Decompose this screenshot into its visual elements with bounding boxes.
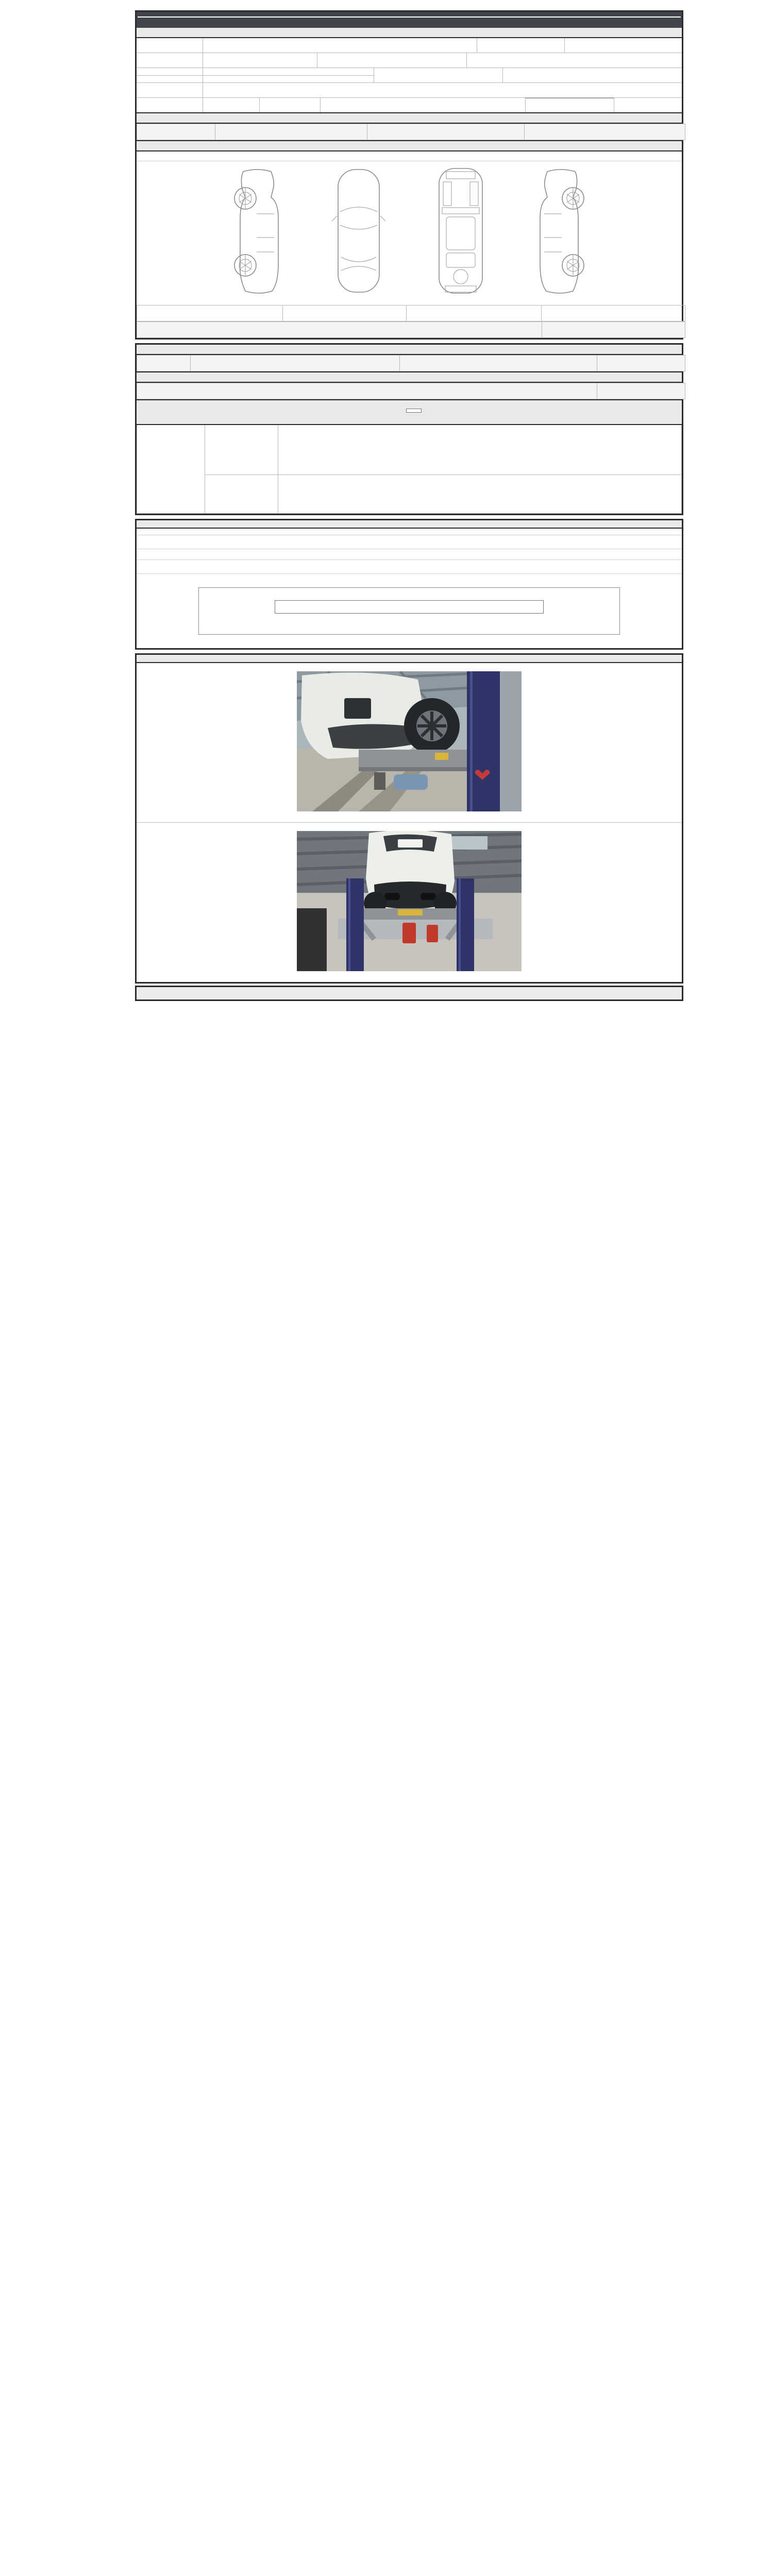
- simple-repair-label: [407, 306, 542, 321]
- inspector-label: [205, 425, 278, 475]
- section-notice: [135, 519, 683, 650]
- field-label: [374, 68, 502, 82]
- field-label: [317, 53, 466, 67]
- vin-value: [203, 76, 374, 83]
- final-price-value: [406, 409, 422, 413]
- final-price-band: [137, 399, 682, 424]
- section-photos: [135, 653, 683, 984]
- table-header-row: [137, 322, 685, 338]
- table-row: [137, 67, 682, 82]
- table-row: [137, 38, 682, 53]
- car-side-left-view: [234, 170, 278, 293]
- column-header: [597, 355, 685, 371]
- accident-history-table: [137, 305, 685, 321]
- field-label: [137, 76, 203, 83]
- car-top-view: [332, 170, 385, 292]
- transmission-checks: [502, 68, 682, 82]
- opinion-group-label: [137, 425, 205, 514]
- engine-type-value: [203, 98, 259, 112]
- table-header-row: [137, 383, 685, 399]
- photo-rear-underside: [297, 831, 522, 971]
- comprehensive-table: [137, 124, 685, 140]
- notice-section2-header: [137, 560, 682, 574]
- table-header-row: [137, 124, 685, 140]
- appraiser-label: [205, 475, 278, 514]
- opinion-table: [137, 424, 682, 514]
- column-header: [542, 322, 685, 338]
- accident-history-label: [137, 306, 283, 321]
- table-header-row: [137, 355, 685, 371]
- column-header: [137, 124, 215, 140]
- inspection-period-value: [466, 53, 682, 67]
- photo-front-underside: [297, 671, 522, 811]
- column-header: [597, 383, 685, 399]
- etc-table: [137, 383, 685, 399]
- car-bottom-view: [439, 168, 482, 293]
- simple-repair-checks: [542, 306, 685, 321]
- title-divider: [138, 16, 681, 18]
- car-damage-diagram: [137, 161, 682, 305]
- inspection-photo-1: [137, 663, 682, 822]
- registration-number-value: [564, 38, 682, 53]
- column-header: [525, 124, 685, 140]
- inspector-opinion-text: [278, 425, 682, 475]
- table-row: [137, 475, 682, 514]
- inspection-photo-2: [137, 822, 682, 982]
- car-name-value: [203, 38, 477, 53]
- column-header: [400, 355, 597, 371]
- accident-header: [137, 140, 682, 151]
- basic-info-table: [137, 38, 682, 112]
- photos-header: [137, 655, 682, 663]
- field-label: [137, 53, 203, 67]
- document-title-box: [137, 12, 682, 28]
- fuel-checks: [203, 83, 682, 97]
- detail-header: [137, 345, 682, 355]
- etc-header: [137, 371, 682, 383]
- field-label: [137, 68, 203, 75]
- table-row: [137, 306, 685, 321]
- info-box-title: [275, 600, 544, 614]
- column-header: [367, 124, 525, 140]
- section-page2: [135, 343, 683, 515]
- table-row: [137, 53, 682, 67]
- car-diagram-svg: [152, 164, 667, 297]
- column-header: [137, 322, 542, 338]
- notice-header: [137, 520, 682, 529]
- basic-info-header: [137, 28, 682, 38]
- column-header: [215, 124, 367, 140]
- accident-history-checks: [283, 306, 407, 321]
- column-header: [137, 355, 191, 371]
- base-price-label: [525, 98, 614, 112]
- base-price-value: [614, 98, 682, 112]
- field-label: [137, 83, 203, 97]
- panel-rank-table: [137, 321, 685, 338]
- car-side-right-view: [540, 170, 584, 293]
- price-appraisal-info-box: [198, 587, 620, 635]
- table-row: [137, 425, 682, 475]
- page-marker-3: [135, 515, 683, 519]
- warranty-checks: [320, 98, 525, 112]
- diagram-legend: [137, 151, 682, 161]
- field-label: [137, 98, 203, 112]
- page-marker-4: [135, 650, 683, 653]
- appraiser-opinion-text: [278, 475, 682, 514]
- first-registration-value: [203, 68, 374, 75]
- comprehensive-header: [137, 112, 682, 124]
- section-signature: [135, 986, 683, 1001]
- page-marker-2: [135, 340, 683, 343]
- model-year-value: [203, 53, 317, 67]
- table-row: [137, 82, 682, 97]
- section-page1: [135, 10, 683, 340]
- column-header: [191, 355, 400, 371]
- notice-section1-header: [137, 535, 682, 549]
- detail-table: [137, 355, 685, 371]
- column-header: [137, 383, 597, 399]
- notice-body: [137, 529, 682, 648]
- field-label: [259, 98, 320, 112]
- field-label: [477, 38, 564, 53]
- table-row: [137, 97, 682, 112]
- field-label: [137, 38, 203, 53]
